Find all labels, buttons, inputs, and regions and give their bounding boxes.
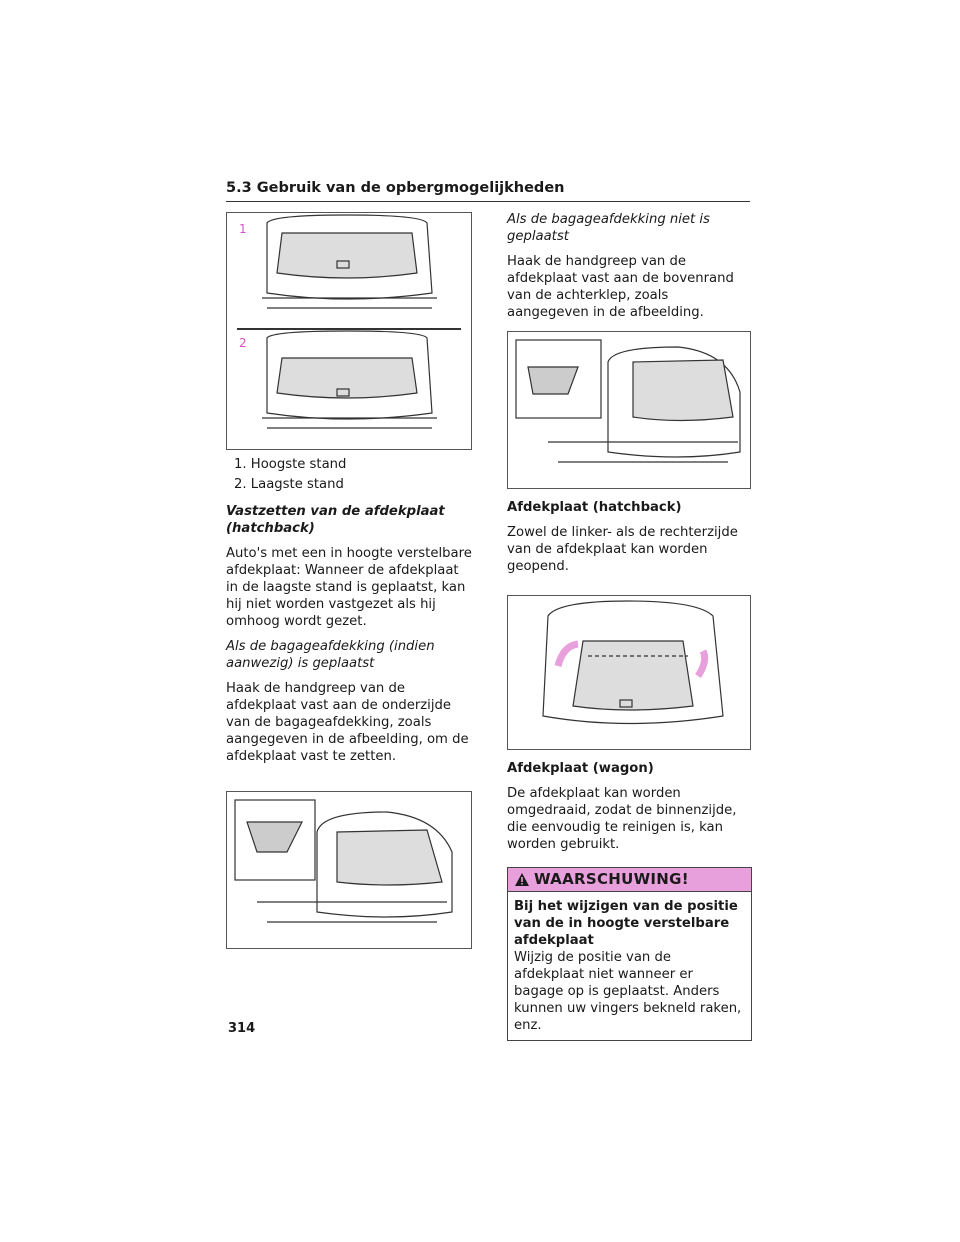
wagon-paragraph: De afdekplaat kan worden omgedraaid, zodat de binnenzijde, die eenvoudig te reinigen is, kan worden gebruikt.: [507, 786, 737, 852]
hook-illustration-icon: [227, 792, 471, 948]
condition-heading: Als de bagageafdekking niet is geplaatst: [507, 212, 710, 244]
warning-label: WAARSCHUWING!: [534, 870, 689, 888]
intro-paragraph: Auto's met een in hoogte verstelbare afdekplaat: Wanneer de afdekplaat in de laagste stand is geplaatst, kan hij niet worden vastgezet als hij omhoog wordt gezet.: [226, 546, 472, 629]
figure-label-1: 1: [239, 222, 247, 236]
page-number: 314: [228, 1021, 256, 1036]
left-column: [226, 212, 472, 949]
figure-label-2: 2: [239, 336, 247, 350]
warning-body: [508, 892, 751, 1040]
warning-box: [507, 867, 752, 1041]
warning-header: [508, 868, 751, 892]
subsection-heading: Vastzetten van de afdekplaat (hatchback): [226, 504, 445, 536]
figure-cover-positions: [226, 212, 472, 450]
warning-icon: [514, 872, 530, 887]
hatchback-cover-illustration-icon: [508, 596, 750, 749]
wagon-heading: Afdekplaat (wagon): [507, 761, 654, 776]
tailgate-illustration-icon: [508, 332, 750, 488]
trunk-illustration-icon: [227, 213, 471, 449]
list-item: 2. Laagste stand: [234, 477, 344, 492]
list-item: 1. Hoogste stand: [234, 457, 347, 472]
section-header: [226, 180, 750, 202]
section-title: 5.3 Gebruik van de opbergmogelijkheden: [226, 180, 565, 196]
instruction-paragraph: Haak de handgreep van de afdekplaat vast aan de bovenrand van de achterklep, zoals aangegeven in de afbeelding.: [507, 254, 734, 320]
figure-hook-tailgate: [507, 331, 751, 489]
instruction-paragraph: Haak de handgreep van de afdekplaat vast aan de onderzijde van de bagageafdekking, zoals aangegeven in de afbeelding, om de afdekplaat vast te zetten.: [226, 681, 469, 764]
figure-hook-underside: [226, 791, 472, 949]
figure-hatchback-cover: [507, 595, 751, 750]
hatchback-paragraph: Zowel de linker- als de rechterzijde van de afdekplaat kan worden geopend.: [507, 525, 738, 574]
warning-text: Wijzig de positie van de afdekplaat niet wanneer er bagage op is geplaatst. Anders kunnen uw vingers bekneld raken, enz.: [514, 950, 742, 1033]
warning-title: Bij het wijzigen van de positie van de in hoogte verstelbare afdekplaat: [514, 899, 738, 948]
condition-heading: Als de bagageafdekking (indien aanwezig) is geplaatst: [226, 639, 435, 671]
hatchback-heading: Afdekplaat (hatchback): [507, 500, 682, 515]
right-column: [507, 211, 752, 1041]
position-list: [226, 456, 472, 493]
